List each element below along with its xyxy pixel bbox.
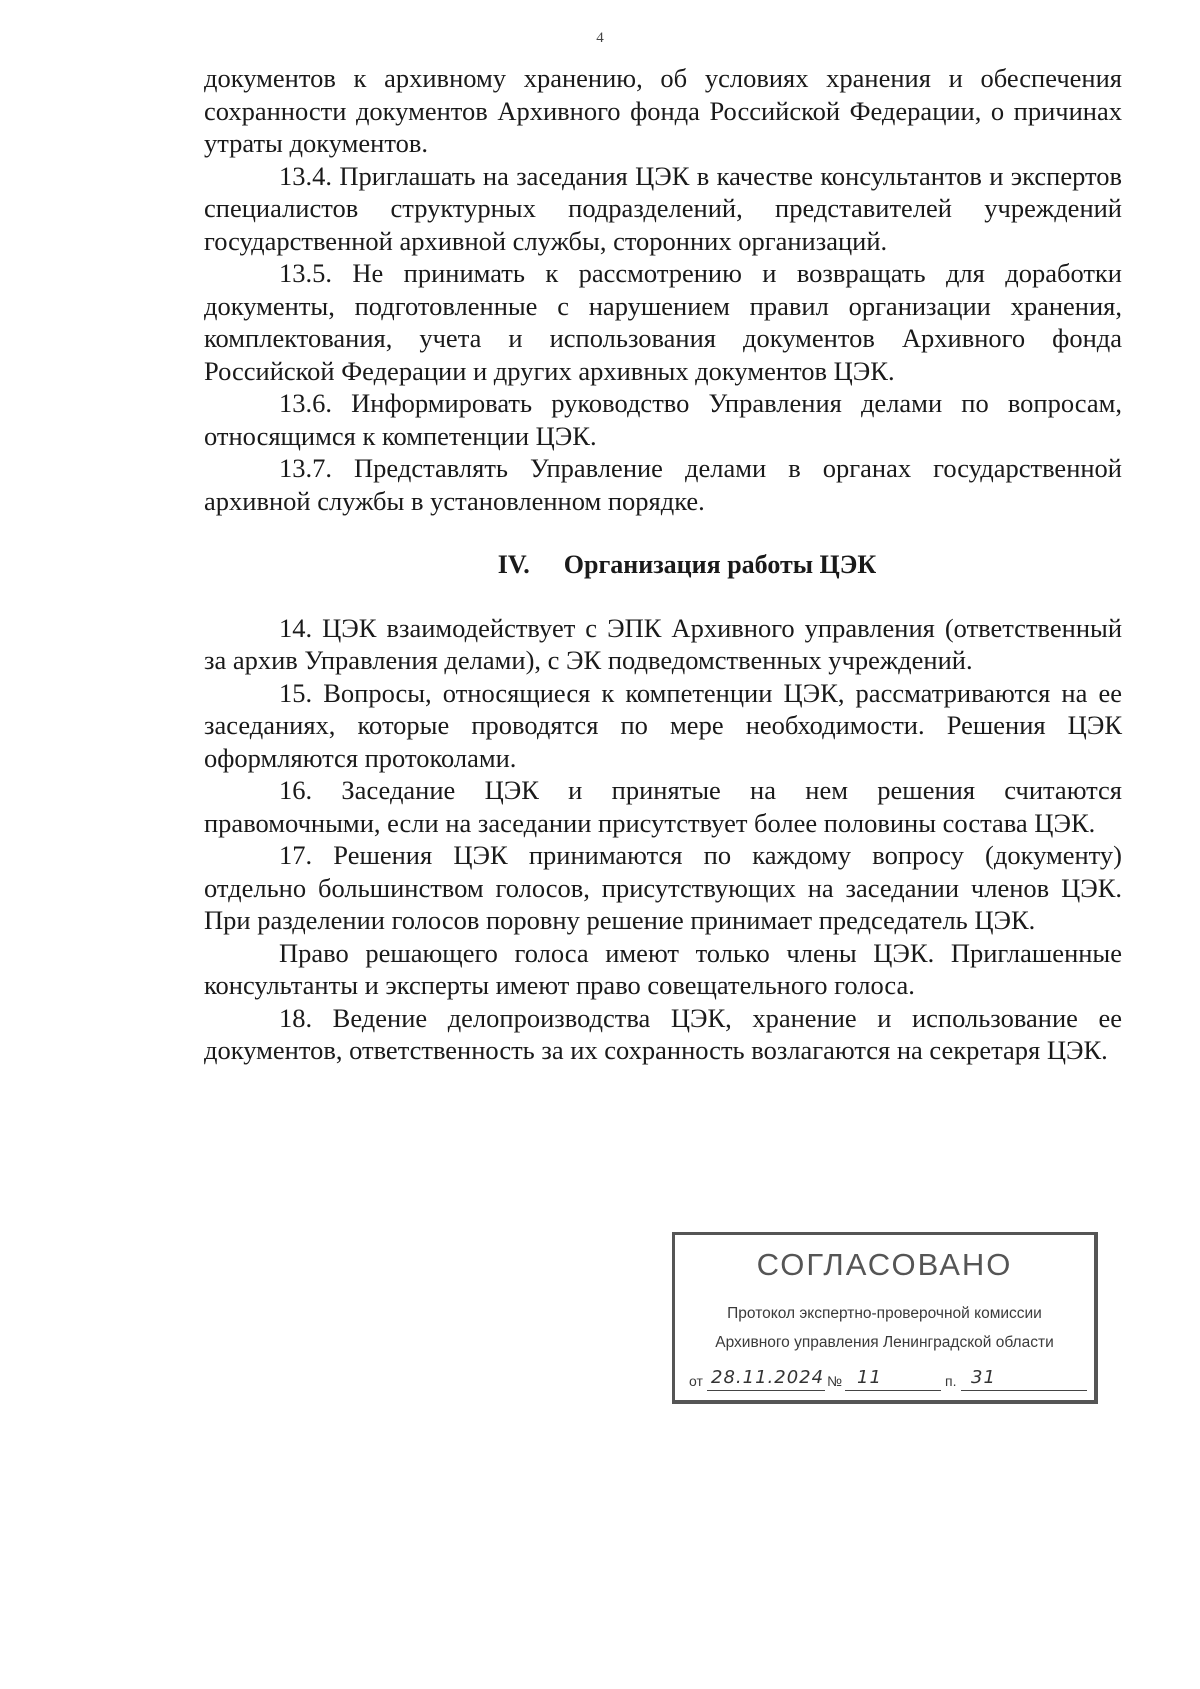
stamp-number-value: 11 [857, 1367, 882, 1388]
stamp-number-underline [845, 1390, 941, 1391]
paragraph: 13.4. Приглашать на заседания ЦЭК в качестве консультантов и экспертов специалистов структурных подразделений, представителей учреждений государственной архивной службы, сторонних организаций. [204, 160, 1122, 256]
document-body [204, 62, 1122, 1067]
paragraph: 13.7. Представлять Управление делами в органах государственной архивной службы в установленном порядке. [204, 453, 1122, 516]
paragraphs-after [204, 612, 1122, 1067]
stamp-fields [689, 1367, 1089, 1393]
paragraph: 16. Заседание ЦЭК и принятые на нем решения считаются правомочными, если на заседании присутствует более половины состава ЦЭК. [204, 775, 1122, 838]
page-number: 4 [596, 30, 604, 46]
stamp-item-underline [961, 1390, 1087, 1391]
stamp-title: СОГЛАСОВАНО [756, 1247, 1013, 1282]
stamp-protocol-line: Протокол экспертно-проверочной комиссии [727, 1305, 1042, 1322]
stamp-date-underline [707, 1390, 825, 1391]
stamp-date-label: от [689, 1373, 703, 1389]
approval-stamp [672, 1232, 1098, 1404]
stamp-authority-line: Архивного управления Ленинградской области [715, 1334, 1054, 1351]
paragraph: 14. ЦЭК взаимодействует с ЭПК Архивного управления (ответственный за архив Управления делами), с ЭК подведомственных учреждений. [204, 612, 1122, 675]
stamp-number-label: № [827, 1373, 843, 1389]
section-number: IV. [497, 550, 530, 579]
stamp-date-value: 28.11.2024 [711, 1367, 825, 1388]
stamp-item-label: п. [945, 1373, 957, 1389]
section-heading [204, 517, 1122, 612]
paragraph: 13.5. Не принимать к рассмотрению и возвращать для доработки документы, подготовленные с нарушением правил организации хранения, комплектования, учета и использования документов Архивного фонда Российской Федерации и других архивных документов ЦЭК. [204, 258, 1122, 386]
paragraph: 15. Вопросы, относящиеся к компетенции ЦЭК, рассматриваются на ее заседаниях, которые проводятся по мере необходимости. Решения ЦЭК оформляются протоколами. [204, 677, 1122, 773]
paragraph: 18. Ведение делопроизводства ЦЭК, хранение и использование ее документов, ответственность за их сохранность возлагаются на секретаря ЦЭК. [204, 1002, 1122, 1065]
paragraph: документов к архивному хранению, об условиях хранения и обеспечения сохранности документов Архивного фонда Российской Федерации, о причинах утраты документов. [204, 63, 1122, 158]
paragraph: 13.6. Информировать руководство Управления делами по вопросам, относящимся к компетенции ЦЭК. [204, 388, 1122, 451]
paragraph: Право решающего голоса имеют только члены ЦЭК. Приглашенные консультанты и эксперты имеют право совещательного голоса. [204, 937, 1122, 1000]
paragraph: 17. Решения ЦЭК принимаются по каждому вопросу (документу) отдельно большинством голосов, присутствующих на заседании членов ЦЭК. При разделении голосов поровну решение принимает председатель ЦЭК. [204, 840, 1122, 935]
section-title: Организация работы ЦЭК [563, 550, 877, 579]
paragraphs-before [204, 62, 1122, 517]
stamp-item-value: 31 [971, 1367, 996, 1388]
